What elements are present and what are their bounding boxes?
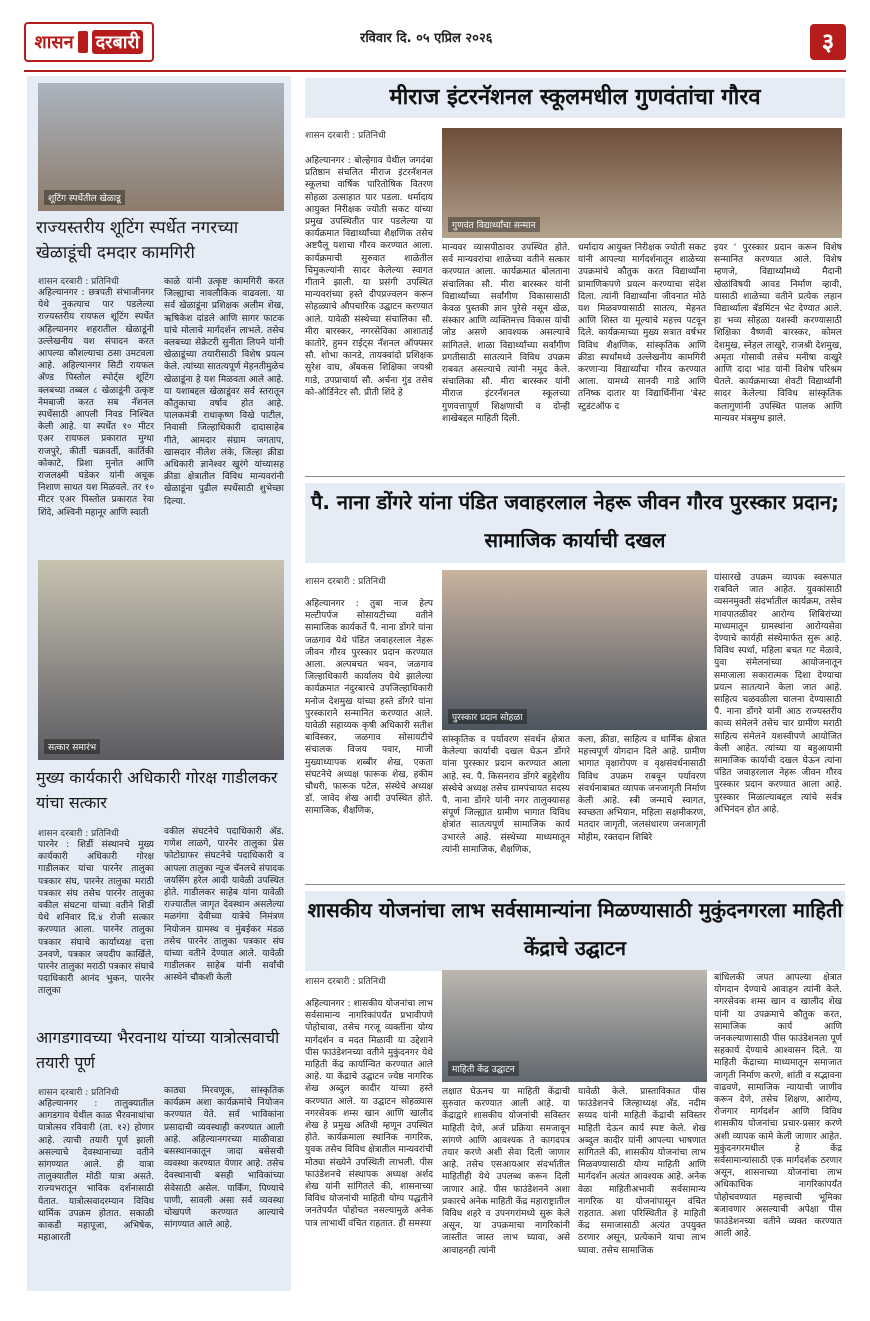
- article-column: वकील संघटनेचे पदाधिकारी अ‍ॅड. गणेश लाळगे, पारनेर तालुका प्रेस फोटोग्राफर संघटनेचे पदाधिकारी व आपला तालुका न्यूज चॅनलचे संपादक जयसिंग हरेल आदी यावेळी उपस्थित होते. गाडीलकर साहेब यांना यावेळी राज्यातील जागृत देवस्थान असलेल्या मळगंगा देवीच्या यात्रेचे निमंत्रण नियोजन ग्रामस्थ व मुंबईकर मंडळ तसेच पारनेर तालुका पत्रकार संघ यांच्या वतीने देण्यात आले. यावेळी गाडीलकर साहेब यांनी सर्वांची आस्थेने चौकशी केली: [164, 827, 284, 984]
- article-column: धर्मादाय आयुक्त निरीक्षक ज्योती सकट यांनी आपल्या मार्गदर्शनातून शाळेच्या उपक्रमांचे कौतुक करत विद्यार्थ्यांना प्रामाणिकपणे प्रयत्न करण्याचा संदेश दिला. त्यांनी विद्यार्थ्यांना जीवनात मोठे यश मिळवण्यासाठी सातत्य, मेहनत आणि शिस्त या मूल्यांचे महत्त्व पटवून दिले. कार्यक्रमाच्या मुख्य सत्रात वर्षभर विविध शैक्षणिक, सांस्कृतिक आणि क्रीडा स्पर्धांमध्ये उल्लेखनीय कामगिरी करणाऱ्या विद्यार्थ्यांचा गौरव करण्यात आला. यामध्ये सानवी गाडे आणि तनिष्क दातार या विद्यार्थिनींना 'बेस्ट स्टुडंटऑफ द: [578, 243, 706, 412]
- sidebar-headline-3: आगडगावच्या भैरवनाथ यांच्या यात्रोत्सवाची तयारी पूर्ण: [36, 1028, 280, 1072]
- issue-date: रविवार दि. ०५ एप्रिल २०२६: [360, 31, 493, 46]
- article-column: अहिल्यानगर : तालुक्यातील आगडगाव येथील काळ भैरवनाथांचा यात्रोत्सव रविवारी (ता. १२) होणार आहे. त्याची तयारी पूर्ण झाली असल्याचे देवस्थानाच्या वतीने सांगण्यात आले. ही यात्रा तालुक्यातील मोठी यात्रा असते. राज्यभरातून भाविक दर्शनासाठी येतात. यात्रोत्सवादरम्यान विविध धार्मिक उपक्रम होतात. सकाळी काकडी महापूजा, अभिषेक, महाआरती: [38, 1099, 154, 1244]
- article-column: यावेळी केले. प्रास्ताविकात पीस फाउंडेशनचे जिल्हाध्यक्ष अ‍ॅड. नदीम सय्यद यांनी माहिती केंद्राची सविस्तर माहिती देऊन कार्य स्पष्ट केले. शेख अब्दुल कादीर यांनी आपल्या भाषणात सांगितले की, शासकीय योजनांचा लाभ मिळवण्यासाठी योग्य माहिती आणि मार्गदर्शन अत्यंत आवश्यक आहे. अनेक वेळा माहितीअभावी सर्वसामान्य नागरिक या योजनांपासून वंचित राहतात. अशा परिस्थितीत हे माहिती केंद्र समाजासाठी अत्यंत उपयुक्त ठरणार असून, प्रत्येकाने याचा लाभ घ्यावा. तसेच सामाजिक: [578, 1087, 706, 1256]
- article-column: पारनेर : शिर्डी संस्थानचे मुख्य कार्यकारी अधिकारी गोरक्ष गाडीलकर यांचा पारनेर तालुका पत्रकार संघ, पारनेर तालुका मराठी पत्रकार संघ तसेच पारनेर तालुका वकील संघटना यांच्या वतीने शिर्डी येथे शनिवार दि.४ रोजी सत्कार करण्यात आला. पारनेर तालुका पत्रकार संघाचे कार्याध्यक्ष दत्ता उनवणे, पत्रकार जयदीप कार्खिले, पारनेर तालुका मराठी पत्रकार संघाचे पदाधिकारी आनंद भुकन, पारनेर तालुका: [38, 840, 154, 997]
- shooting-team-photo: [38, 83, 284, 211]
- article-column: काळे यांनी उत्कृष्ट कामगिरी करत जिल्ह्याचा नावलौकिक वाढवला. या सर्व खेळाडूंना प्रशिक्षक अलीम शेख, ऋषिकेश दांडले आणि सागर फाटक यांचे मोलाचे मार्गदर्शन लाभले. तसेच क्लबच्या सेक्रेटरी सुनीता लिपने यांनी खेळाडूंच्या तयारीसाठी विशेष प्रयत्न केले. त्यांच्या सातत्यपूर्ण मेहनतीमुळेच खेळाडूंना हे यश मिळवता आले आहे. या यशाबद्दल खेळाडूंवर सर्व स्तरातून कौतुकाचा वर्षाव होत आहे. पालकमंत्री राधाकृष्ण विखे पाटील, निवासी जिल्हाधिकारी दादासाहेब गीते, आमदार संग्राम जगताप, खासदार नीलेश लंके, जिल्हा क्रीडा अधिकारी ज्ञानेश्वर खुरंगे यांच्यासह क्रीडा क्षेत्रातील विविध मान्यवरांनी खेळाडूंना पुढील स्पर्धेसाठी शुभेच्छा दिल्या.: [164, 277, 284, 507]
- divider: [305, 476, 845, 477]
- article-column: सांस्कृतिक व पर्यावरण संवर्धन क्षेत्रात केलेल्या कार्याची दखल घेऊन डोंगरे यांना पुरस्कार प्रदान करण्यात आला आहे. स्व. पै. किसनराव डोंगरे बहुद्देशीय संस्थेचे अध्यक्ष तसेच ग्रामपंचायत सदस्य पै. नाना डोंगरे यांनी नगर तालुक्यासह संपूर्ण जिल्ह्यात ग्रामीण भागात विविध क्षेत्रांत सातत्यपूर्ण सामाजिक कार्य उभारले आहे. संस्थेच्या माध्यमातून त्यांनी सामाजिक, शैक्षणिक,: [442, 735, 570, 855]
- photo-caption: गुणवंत विद्यार्थ्यांचा सन्मान: [448, 217, 540, 232]
- inauguration-photo: [442, 970, 707, 1082]
- masthead-logo: [24, 22, 154, 62]
- logo-word-1: शासन: [34, 32, 74, 53]
- photo-caption: सत्कार समारंभ: [44, 739, 100, 754]
- students-photo: [442, 128, 842, 238]
- article-column: मान्यवर व्यासपीठावर उपस्थित होते. सर्व मान्यवरांचा शाळेच्या वतीने सत्कार करण्यात आला. कार्यक्रमात बोलताना संचालिका सौ. मीरा बारस्कर यांनी विद्यार्थ्यांच्या सर्वांगीण विकासासाठी केवळ पुस्तकी ज्ञान पुरेसे नसून खेळ, संस्कार आणि व्यक्तिमत्त्व विकास यांची जोड असणे आवश्यक असल्याचे सांगितले. शाळा विद्यार्थ्यांच्या सर्वांगीण प्रगतीसाठी सातत्याने विविध उपक्रम राबवत असल्याचे त्यांनी नमूद केले. संचालिका सौ. मीरा बारस्कर यांनी मीराज इंटरनॅशनल स्कूलच्या गुणवत्तापूर्ण शिक्षणाची व दोन्ही शाखेबद्दल माहिती दिली.: [442, 243, 570, 424]
- sidebar-headline-2: मुख्य कार्यकारी अधिकारी गोरक्ष गाडीलकर यांचा सत्कार: [36, 768, 278, 812]
- byline: शासन दरबारी : प्रतिनिधी: [305, 577, 386, 587]
- byline: शासन दरबारी : प्रतिनिधी: [305, 131, 386, 141]
- article-column: इयर ' पुरस्कार प्रदान करून विशेष सन्मानित करण्यात आले. विशेष म्हणजे, विद्यार्थ्यांमध्ये मैदानी खेळांविषयी आवड निर्माण व्हावी, यासाठी शाळेच्या वतीने प्रत्येक लहान विद्यार्थ्याला बॅडमिंटन भेट देण्यात आले. हा भव्य सोहळा यशस्वी करण्यासाठी शिक्षिका वैष्णवी बारस्कर, कोमल देशमुख, स्नेहल लाखुरे, राजश्री देशमुख, अमृता गोसावी तसेच मनीषा वाखुरे आणि दादा भांड यांनी विशेष परिश्रम घेतले. कार्यक्रमाच्या शेवटी विद्यार्थ्यांनी सादर केलेल्या विविध सांस्कृतिक कलागुणांनी उपस्थित पालक आणि मान्यवर मंत्रमुग्ध झाले.: [714, 243, 842, 424]
- article-column: काठ्या मिरवणूक, सांस्कृतिक कार्यक्रम अशा कार्यक्रमांचे नियोजन करण्यात येते. सर्व भाविकांना प्रसादाची व्यवस्थाही करण्यात आली आहे. अहिल्यानगरच्या माळीवाडा बसस्थानकातून जादा बसेसची व्यवस्था करण्यात येणार आहे. तसेच देवस्थानाची बसही भाविकांच्या सेवेसाठी असेल. पार्किंग, पिण्याचे पाणी, सावली असा सर्व व्यवस्था चोखपणे करण्यात आल्याचे सांगण्यात आले आहे.: [164, 1086, 284, 1231]
- byline: शासन दरबारी : प्रतिनिधी: [38, 829, 119, 839]
- byline: शासन दरबारी : प्रतिनिधी: [38, 1088, 119, 1098]
- emblem-icon: [78, 31, 88, 53]
- article-column: अहिल्यानगर : शासकीय योजनांचा लाभ सर्वसामान्य नागरिकांपर्यंत प्रभावीपणे पोहोचावा, तसेच गरजू व्यक्तींना योग्य मार्गदर्शन व मदत मिळावी या उद्देशाने पीस फाउंडेशनच्या वतीने मुकुंदनगर येथे माहिती केंद्र कार्यान्वित करण्यात आले आहे. या केंद्राचे उद्घाटन ज्येष्ठ नागरिक शेख अब्दुल कादीर यांच्या हस्ते करण्यात आले. या उद्घाटन सोहळ्यास नगरसेवक शम्स खान आणि खालीद शेख हे प्रमुख अतिथी म्हणून उपस्थित होते. कार्यक्रमाला स्थानिक नागरिक, युवक तसेच विविध क्षेत्रातील मान्यवरांची मोठ्या संख्येने उपस्थिती लाभली. पीस फाउंडेशनचे संस्थापक अध्यक्ष अर्शद शेख यांनी सांगितले की, शासनाच्या विविध योजनांची माहिती योग्य पद्धतीने जनतेपर्यंत पोहोचत नसल्यामुळे अनेक पात्र लाभार्थी वंचित राहतात. ही समस्या: [305, 999, 433, 1229]
- divider: [305, 884, 845, 885]
- photo-caption: माहिती केंद्र उद्घाटन: [448, 1061, 519, 1076]
- byline: शासन दरबारी : प्रतिनिधी: [305, 977, 386, 987]
- photo-caption: पुरस्कार प्रदान सोहळा: [448, 709, 527, 724]
- felicitation-photo: [38, 560, 284, 760]
- article2-headline: पै. नाना डोंगरे यांना पंडित जवाहरलाल नेहरू जीवन गौरव पुरस्कार प्रदान; सामाजिक कार्याची दखल: [305, 483, 845, 563]
- photo-caption: शूटिंग स्पर्धेतील खेळाडू: [44, 190, 125, 205]
- award-photo: [442, 570, 707, 730]
- article-column: बांधिलकी जपत आपल्या क्षेत्रात योगदान देण्याचे आवाहन त्यांनी केले. नगरसेवक शम्स खान व खालीद शेख यांनी या उपक्रमाचे कौतुक करत, सामाजिक कार्य आणि जनकल्याणासाठी पीस फाउंडेशनला पूर्ण सहकार्य देण्याचे आश्वासन दिले. या माहिती केंद्राच्या माध्यमातून समाजात जागृती निर्माण करणे, शांती व सद्भावना वाढवणे, सामाजिक न्यायाची जाणीव करून देणे, तसेच शिक्षण, आरोग्य, रोजगार मार्गदर्शन आणि विविध शासकीय योजनांचा प्रचार-प्रसार करणे अशी व्यापक कामे केली जाणार आहेत. मुकुंदनगरमधील हे केंद्र सर्वसामान्यांसाठी एक मार्गदर्शक ठरणार असून, शासनाच्या योजनांचा लाभ अधिकाधिक नागरिकांपर्यंत पोहोचवण्यात महत्त्वाची भूमिका बजावणार असल्याची अपेक्षा पीस फाउंडेशनच्या वतीने व्यक्त करण्यात आली आहे.: [714, 973, 842, 1240]
- article-column: अहिल्यानगर : छत्रपती संभाजीनगर येथे नुकत्याच पार पडलेल्या राज्यस्तरीय रायफल शूटिंग स्पर्धेत अहिल्यानगर शहरातील खेळाडूंनी उल्लेखनीय यश संपादन करत आपल्या कौशल्याचा ठसा उमटवला आहे. अहिल्यानगर सिटी रायफल अँण्ड पिस्तोल स्पोर्ट्स शूटिंग क्लबच्या तब्बल ८ खेळाडूंनी उत्कृष्ट नेमबाजी करत सब नॅशनल स्पर्धेसाठी आपली निवड निश्चित केली आहे. या स्पर्धेत १० मीटर एअर रायफल प्रकारात मुग्धा राजपुरे, कीर्ती चक्रवर्ती, कार्तिकी कोकाटे, प्रिशा मुनोत आणि राजलक्ष्मी घडेकर यांनी अचूक निशाण साधत यश मिळवले. तर १० मीटर एअर पिस्तोल प्रकारात रेवा शिंदे, अश्विनी महानूर आणि स्वाती: [38, 288, 154, 518]
- page-number: ३: [810, 24, 846, 60]
- article-column: कला, क्रीडा, साहित्य व धार्मिक क्षेत्रात महत्त्वपूर्ण योगदान दिले आहे. ग्रामीण भागात वृक्षारोपण व वृक्षसंवर्धनासाठी विविध उपक्रम राबवून पर्यावरण संवर्धनाबाबत व्यापक जनजागृती निर्माण केली आहे. स्त्री जन्माचे स्वागत, स्वच्छता अभियान, महिला सक्षमीकरण, मतदार जागृती, जलसंधारण जनजागृती मोहीम, रक्तदान शिबिरे: [578, 735, 706, 843]
- masthead-rule: [24, 70, 846, 72]
- sidebar-headline-1: राज्यस्तरीय शूटिंग स्पर्धेत नगरच्या खेळाडूंची दमदार कामगिरी: [36, 218, 239, 263]
- article1-headline: मीराज इंटरनॅशनल स्कूलमधील गुणवंतांचा गौरव: [305, 78, 845, 118]
- article-column: लक्षात घेऊनच या माहिती केंद्राची सुरुवात करण्यात आली आहे. या केंद्राद्वारे शासकीय योजनांची सविस्तर माहिती देणे, अर्ज प्रक्रिया समजावून सांगणे आणि आवश्यक ते कागदपत्र तयार करणे अशी सेवा दिली जाणार आहे. तसेच एसआयआर संदर्भातील माहितीही येथे उपलब्ध करून दिली जाणार आहे. पीस फाउंडेशनने अशा प्रकारचे अनेक माहिती केंद्र महाराष्ट्रातील विविध शहरे व उपनगरांमध्ये सुरू केले असून, या उपक्रमाचा नागरिकांनी जास्तीत जास्त लाभ घ्यावा, असे आवाहनही त्यांनी: [442, 1087, 570, 1256]
- article-column: यांसारखे उपक्रम व्यापक स्वरूपात राबविले जात आहेत. युवकांसाठी व्यसनमुक्ती संदर्भातील कार्यक्रम, तसेच गावपातळीवर आरोग्य शिबिरांच्या माध्यमातून ग्रामस्थांना आरोग्यसेवा देण्याचे कार्यही संस्थेमार्फत सुरू आहे. विविध स्पर्धा, महिला बचत गट मेळावे, युवा संमेलनांच्या आयोजनातून समाजाला सकारात्मक दिशा देण्याचा प्रयत्न सातत्याने केला जात आहे. साहित्य चळवळीला चालना देण्यासाठी पै. नाना डोंगरे यांनी आठ राज्यस्तरीय काव्य संमेलने तसेच चार ग्रामीण मराठी साहित्य संमेलने यशस्वीपणे आयोजित केली आहेत. त्यांच्या या बहुआयामी सामाजिक कार्याची दखल घेऊन त्यांना पंडित जवाहरलाल नेहरू जीवन गौरव पुरस्कार प्रदान करण्यात आला आहे. पुरस्कार मिळाल्याबद्दल त्यांचे सर्वत्र अभिनंदन होत आहे.: [714, 573, 842, 815]
- byline: शासन दरबारी : प्रतिनिधी: [38, 277, 119, 287]
- article-column: अहिल्यानगर : तुबा नाज हेल्प मल्टीपर्पज सोसायटीच्या वतीने सामाजिक कार्यकर्ते पै. नाना डोंगरे यांना जळगाव येथे पंडित जवाहरलाल नेहरू जीवन गौरव पुरस्कार प्रदान करण्यात आला. अल्पबचत भवन, जळगाव जिल्हाधिकारी कार्यालय येथे झालेल्या कार्यक्रमात नंदुरबारचे उपजिल्हाधिकारी मनोज देशमुख यांच्या हस्ते डोंगरे यांना पुरस्काराने सन्मानित करण्यात आले. यावेळी सहाय्यक कृषी अधिकारी सतीश बाविस्कर, जळगाव सोसायटीचे संचालक विजय पवार, माजी मुख्याध्यापक शब्बीर शेख, एकता संघटनेचे अध्यक्ष फारूक शेख, हकीम चौधरी, फारूक पटेल, संस्थेचे अध्यक्ष डॉ. जावेद शेख आदी उपस्थित होते. सामाजिक, शैक्षणिक,: [305, 599, 433, 817]
- article3-headline: शासकीय योजनांचा लाभ सर्वसामान्यांना मिळण्यासाठी मुकुंदनगरला माहिती केंद्राचे उद्घाटन: [305, 891, 845, 971]
- logo-word-2: दरबारी: [92, 30, 144, 54]
- article-column: अहिल्यानगर : बोल्हेगाव येथील जगदंबा प्रतिष्ठान संचलित मीराज इंटरनॅशनल स्कूलचा वार्षिक पारितोषिक वितरण सोहळा उत्साहात पार पडला. धर्मादाय आयुक्त निरीक्षक ज्योती सकट यांच्या प्रमुख उपस्थितीत पार पडलेल्या या कार्यक्रमात विद्यार्थ्यांच्या शैक्षणिक तसेच अष्टपैलू यशाचा गौरव करण्यात आला. कार्यक्रमाची सुरुवात शाळेतील चिमुकल्यांनी सादर केलेल्या स्वागत गीताने झाली. या प्रसंगी उपस्थित मान्यवरांच्या हस्ते दीपप्रज्वलन करून सोहळ्याचे औपचारिक उद्घाटन करण्यात आले. यावेळी संस्थेच्या संचालिका सौ. मीरा बारस्कर, नगरसेविका आशाताई कातोरे, हुमन राईट्स नॅशनल ऑफ्फ्सर सौ. शोभा कानडे, तायक्वांदो प्रशिक्षक सुरेश वाघ, अँबकस शिक्षिका जयश्री गाडे, उपप्राचार्या सौ. अर्चना गुंड तसेच को-ऑर्डिनेटर सौ. प्रीती शिंदे हे: [305, 156, 433, 398]
